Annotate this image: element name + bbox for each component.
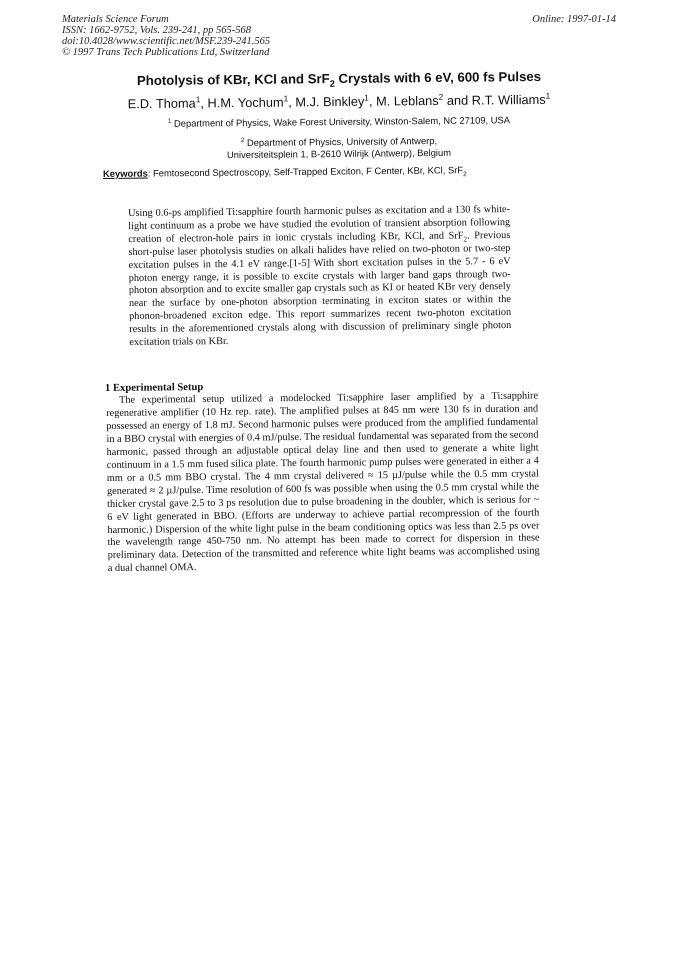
body-paragraph: The experimental setup utilized a modelocked Ti:sapphire laser amplified by a Ti:sapphire regenerative amplifier (10 Hz rep. rate). The amplified pulses at 845 nm were 130 fs in duration and possessed an energy of 1.8 mJ. Second harmonic pulses were produced from the amplified fundamental in a BBO crystal with energies of 0.4 mJ/pulse. The residual fundamental was separated from the second harmonic, passed through an adjustable optical delay line and then used to generate a white light continuum in a 1.5 mm fused silica plate. The fourth harmonic pump pulses were generated in either a 4 mm or a 0.5 mm BBO crystal. The 4 mm crystal delivered ≈ 15 µJ/pulse while the 0.5 mm crystal generated ≈ 2 µJ/pulse. Time resolution of 600 fs was possible when using the 0.5 mm crystal while the thicker crystal gave 2.5 to 3 ps resolution due to pulse broadening in the doubler, which is serious for ~ 6 eV light generated in BBO. (Efforts are underway to achieve partial recompression of the fourth harmonic.) Dispersion of the white light pulse in the beam conditioning optics was less than 2.5 ps over the wavelength range 450-750 nm. No attempt has been made to correct for dispersion in these preliminary data. Detection of the transmitted and reference white light beams was accomplished using a dual channel OMA. [106, 390, 540, 575]
journal-header [62, 14, 270, 58]
issn-line: ISSN: 1662-9752, Vols. 239-241, pp 565-568 [62, 25, 251, 36]
title-part2: Crystals with 6 eV, 600 fs Pulses [334, 68, 542, 87]
author: M. Leblans$^2$ and [375, 91, 472, 109]
paper-title [0, 67, 678, 89]
author: M.J. Binkley$^1$, [295, 92, 377, 110]
section-body [106, 390, 540, 576]
copyright-line: © 1997 Trans Tech Publications Ltd, Switzerland [62, 47, 270, 58]
author: R.T. Williams$^1$ [471, 90, 551, 108]
affiliation-2-line2: Universiteitsplein 1, B-2610 Wilrijk (Antwerp), Belgium [226, 146, 452, 161]
doi-line[interactable]: doi:10.4028/www.scientific.net/MSF.239-241.565 [62, 36, 271, 47]
author: H.M. Yochum$^1$, [207, 93, 296, 111]
author-list [0, 90, 678, 112]
online-date: Online: 1997-01-14 [532, 14, 616, 25]
keywords-label: Keywords [102, 167, 148, 179]
affiliation-2-line1: $^2$ Department of Physics, University of Antwerp, [240, 134, 438, 148]
section-heading: 1 Experimental Setup [104, 381, 204, 394]
keywords-text: : Femtosecond Spectroscopy, Self-Trapped Exciton, F Center, KBr, KCl, SrF [147, 164, 464, 179]
affiliation-1: $^1$ Department of Physics, Wake Forest University, Winston-Salem, NC 27109, USA [167, 114, 511, 129]
title-subscript: 2 [329, 78, 335, 89]
journal-name: Materials Science Forum [62, 14, 169, 25]
keywords [103, 164, 467, 179]
keywords-subscript: 2 [463, 171, 467, 179]
abstract: Using 0.6-ps amplified Ti:sapphire fourth harmonic pulses as excitation and a 130 fs white-light continuum as a probe we have studied the evolution of transient absorption following creation of electron-hole pairs in ionic crystals including KBr, KCl, and SrF$_2$. Previous short-pulse laser photolysis studies on alkali halides have relied on two-photon or two-step excitation pulses in the 4.1 eV range.[1-5] With short excitation pulses in the 5.7 - 6 eV photon energy range, it is possible to excite crystals with larger band gaps through two-photon absorption and to excite smaller gap crystals such as KI or heated KBr very densely near the surface by one-photon absorption terminating in exciton states or within the phonon-broadened exciton edge. This report summarizes recent two-photon excitation results in the aforementioned crystals along with discussion of preliminary single photon excitation trials on KBr. [128, 203, 512, 349]
author: E.D. Thoma$^1$, [127, 94, 208, 112]
title-part1: Photolysis of KBr, KCl and SrF [136, 71, 330, 89]
